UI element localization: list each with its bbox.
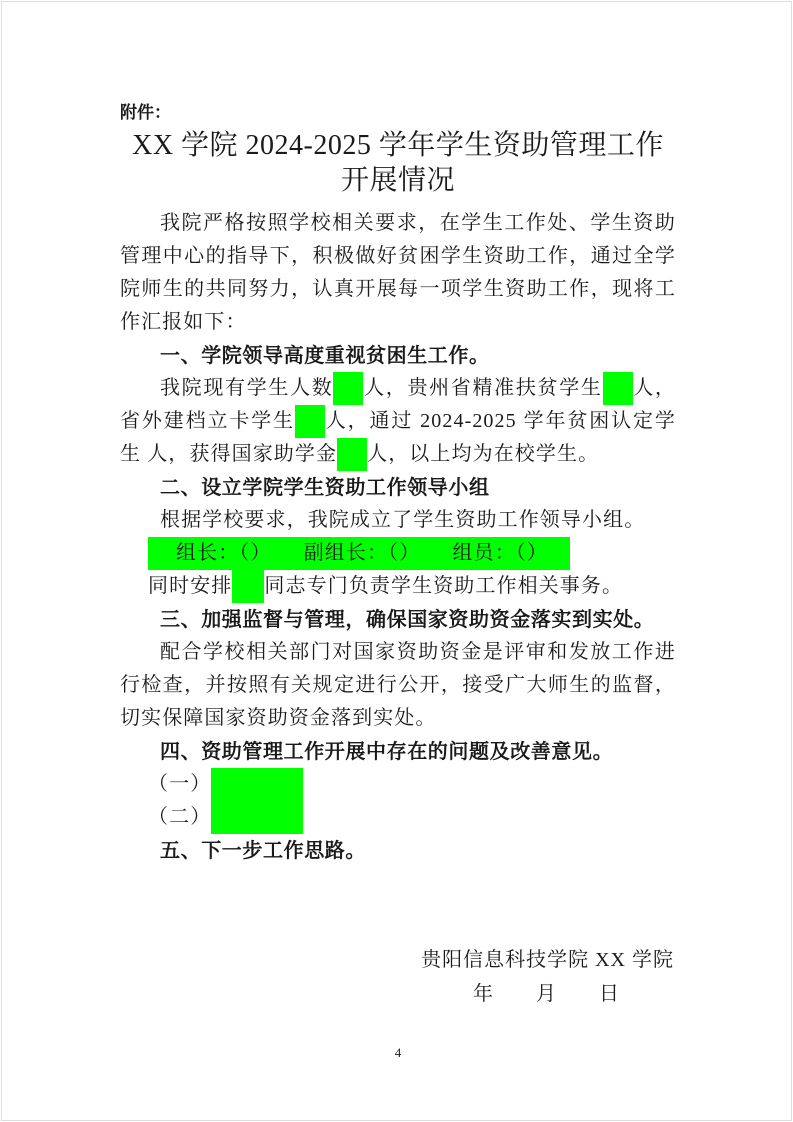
text-run: 我院严格按照学校相关要求，在学生工作处、学生资助管理中心的指导下，积极做好贫困学生资助工作，通过全学院师生的共同努力，认真开展每一项学生资助工作，现将工作汇报如下： [120,212,676,333]
text-run: 人，贵州省精准扶贫学生 [363,377,603,399]
page-number: 4 [394,1045,402,1060]
text-run: 人，省外建档立卡学生 [120,377,676,432]
text-run: 同时安排 [148,575,233,597]
redaction-highlight [337,438,367,471]
text-run: 四、资助管理工作开展中存在的问题及改善意见。 [160,739,614,763]
section-1-heading [120,339,676,372]
text-run: 人，以上均为在校学生。 [367,443,600,465]
page-content [120,102,676,1074]
section-2-heading [120,471,676,504]
section-3-paragraph [120,636,676,735]
leaders-line [120,537,676,570]
text-run: （一） [148,773,212,795]
text-run: （二） [148,806,212,828]
text-run: 配合学校相关部门对国家资助资金是评审和发放工作进行检查，并按照有关规定进行公开，接受广大师生的监督，切实保障国家资助资金落到实处。 [120,641,676,729]
document-sections [120,207,676,867]
issue-item-1 [120,768,676,801]
intro-paragraph [120,207,676,339]
redaction-highlight [232,570,264,603]
text-run: 二、设立学院学生资助工作领导小组 [160,475,490,499]
signature-date: 年 月 日 [473,983,620,1005]
section-3-heading [120,603,676,636]
text-run: 同志专门负责学生资助工作相关事务。 [264,575,624,597]
highlighted-text [148,537,570,570]
section-5-heading [120,834,676,867]
assignee-line [120,570,676,603]
text-run: 我院现有学生人数 [160,377,334,399]
text-run: 一、学院领导高度重视贫困生工作。 [160,343,490,367]
text-run: 三、加强监督与管理，确保国家资助资金落实到实处。 [160,607,655,631]
signature-block [120,943,676,1011]
section-2-paragraph [120,504,676,537]
redaction-highlight [603,372,633,405]
attachment-label: 附件： [120,103,171,123]
signature-organization: 贵阳信息科技学院 XX 学院 [421,949,674,971]
redaction-highlight [211,768,303,801]
text-run: 五、下一步工作思路。 [160,838,366,862]
document-title-line-1: XX 学院 2024-2025 学年学生资助管理工作 [132,130,664,161]
redaction-highlight [211,801,303,834]
issue-item-2 [120,801,676,834]
text-run: 根据学校要求，我院成立了学生资助工作领导小组。 [160,509,646,531]
section-4-heading [120,735,676,768]
text-run: 组长：（） 副组长：（） 组员：（） [176,542,548,564]
redaction-highlight [295,405,325,438]
section-1-paragraph [120,372,676,471]
text-run: 人，通过 2024-2025 学年贫困认定学生 人，获得国家助学金 [120,410,676,465]
document-title [120,128,676,198]
redaction-highlight [333,372,363,405]
document-title-line-2: 开展情况 [340,165,455,196]
